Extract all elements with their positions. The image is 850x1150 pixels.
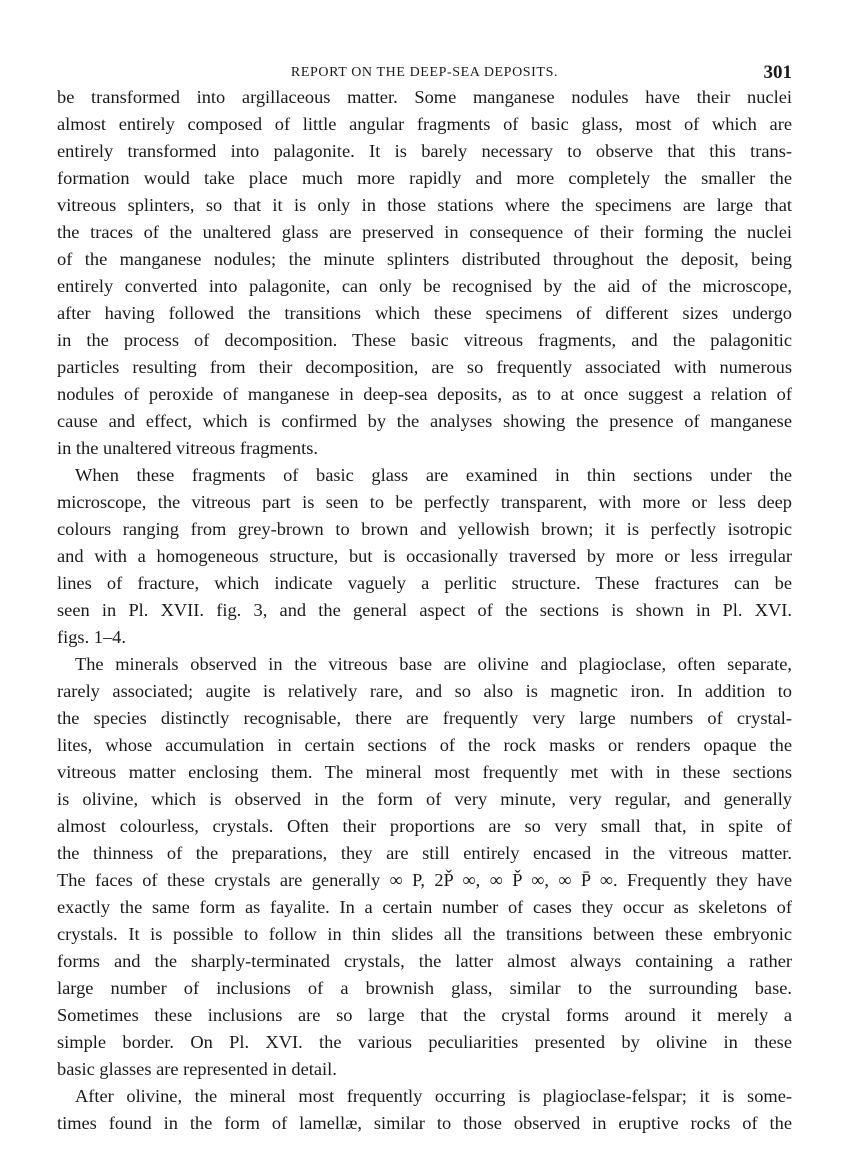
paragraph <box>57 1083 792 1137</box>
body-text <box>57 84 792 1137</box>
text-line: is olivine, which is observed in the form of very minute, very regular, and generally <box>57 789 792 809</box>
text-line: basic glasses are represented in detail. <box>57 1059 337 1079</box>
text-line: particles resulting from their decomposition, are so frequently associated with numerous <box>57 357 792 377</box>
paragraph <box>57 84 792 462</box>
page-header <box>57 62 792 86</box>
text-line: exactly the same form as fayalite. In a certain number of cases they occur as skeletons of <box>57 897 792 917</box>
text-line: in the process of decomposition. These basic vitreous fragments, and the palagonitic <box>57 330 792 350</box>
text-line: after having followed the transitions which these specimens of different sizes undergo <box>57 303 792 323</box>
text-line: and with a homogeneous structure, but is occasionally traversed by more or less irregular <box>57 546 792 566</box>
text-line: large number of inclusions of a brownish glass, similar to the surrounding base. <box>57 978 792 998</box>
text-line: figs. 1–4. <box>57 627 126 647</box>
running-title: REPORT ON THE DEEP-SEA DEPOSITS. <box>290 65 559 80</box>
text-line: entirely transformed into palagonite. It is barely necessary to observe that this trans- <box>57 141 792 161</box>
text-line: lines of fracture, which indicate vaguely a perlitic structure. These fractures can be <box>57 573 792 593</box>
paragraph <box>57 651 792 1083</box>
text-line: be transformed into argillaceous matter. Some manganese nodules have their nuclei <box>57 87 792 107</box>
text-line: formation would take place much more rapidly and more completely the smaller the <box>57 168 792 188</box>
text-line: microscope, the vitreous part is seen to be perfectly transparent, with more or less deep <box>57 492 792 512</box>
text-line: entirely converted into palagonite, can only be recognised by the aid of the microscope, <box>57 276 792 296</box>
text-line: When these fragments of basic glass are examined in thin sections under the <box>75 465 792 485</box>
text-line: the species distinctly recognisable, there are frequently very large numbers of crystal- <box>57 708 792 728</box>
text-line: colours ranging from grey-brown to brown and yellowish brown; it is perfectly isotropic <box>57 519 792 539</box>
text-line: rarely associated; augite is relatively rare, and so also is magnetic iron. In addition to <box>57 681 792 701</box>
text-line: cause and effect, which is confirmed by the analyses showing the presence of manganese <box>57 411 792 431</box>
text-line: times found in the form of lamellæ, similar to those observed in eruptive rocks of the <box>57 1113 792 1133</box>
text-line: the traces of the unaltered glass are preserved in consequence of their forming the nuclei <box>57 222 792 242</box>
text-line: the thinness of the preparations, they are still entirely encased in the vitreous matter. <box>57 843 792 863</box>
page-number: 301 <box>763 62 792 83</box>
text-line: The faces of these crystals are generally ∞ P, 2P̌ ∞, ∞ P̌ ∞, ∞ P̄ ∞. Frequently they have <box>57 870 792 890</box>
text-line: simple border. On Pl. XVI. the various peculiarities presented by olivine in these <box>57 1032 792 1052</box>
text-line: vitreous splinters, so that it is only in those stations where the specimens are large that <box>57 195 792 215</box>
text-line: crystals. It is possible to follow in thin slides all the transitions between these embryonic <box>57 924 792 944</box>
text-line: After olivine, the mineral most frequently occurring is plagioclase-felspar; it is some- <box>75 1086 792 1106</box>
paragraph <box>57 462 792 651</box>
text-line: almost entirely composed of little angular fragments of basic glass, most of which are <box>57 114 792 134</box>
text-line: Sometimes these inclusions are so large that the crystal forms around it merely a <box>57 1005 792 1025</box>
text-line: forms and the sharply-terminated crystals, the latter almost always containing a rather <box>57 951 792 971</box>
text-line: almost colourless, crystals. Often their proportions are so very small that, in spite of <box>57 816 792 836</box>
text-line: of the manganese nodules; the minute splinters distributed throughout the deposit, being <box>57 249 792 269</box>
text-line: seen in Pl. XVII. fig. 3, and the general aspect of the sections is shown in Pl. XVI. <box>57 600 792 620</box>
text-line: in the unaltered vitreous fragments. <box>57 438 318 458</box>
text-line: vitreous matter enclosing them. The mineral most frequently met with in these sections <box>57 762 792 782</box>
text-line: nodules of peroxide of manganese in deep-sea deposits, as to at once suggest a relation of <box>57 384 792 404</box>
text-line: lites, whose accumulation in certain sections of the rock masks or renders opaque the <box>57 735 792 755</box>
text-line: The minerals observed in the vitreous base are olivine and plagioclase, often separate, <box>75 654 792 674</box>
